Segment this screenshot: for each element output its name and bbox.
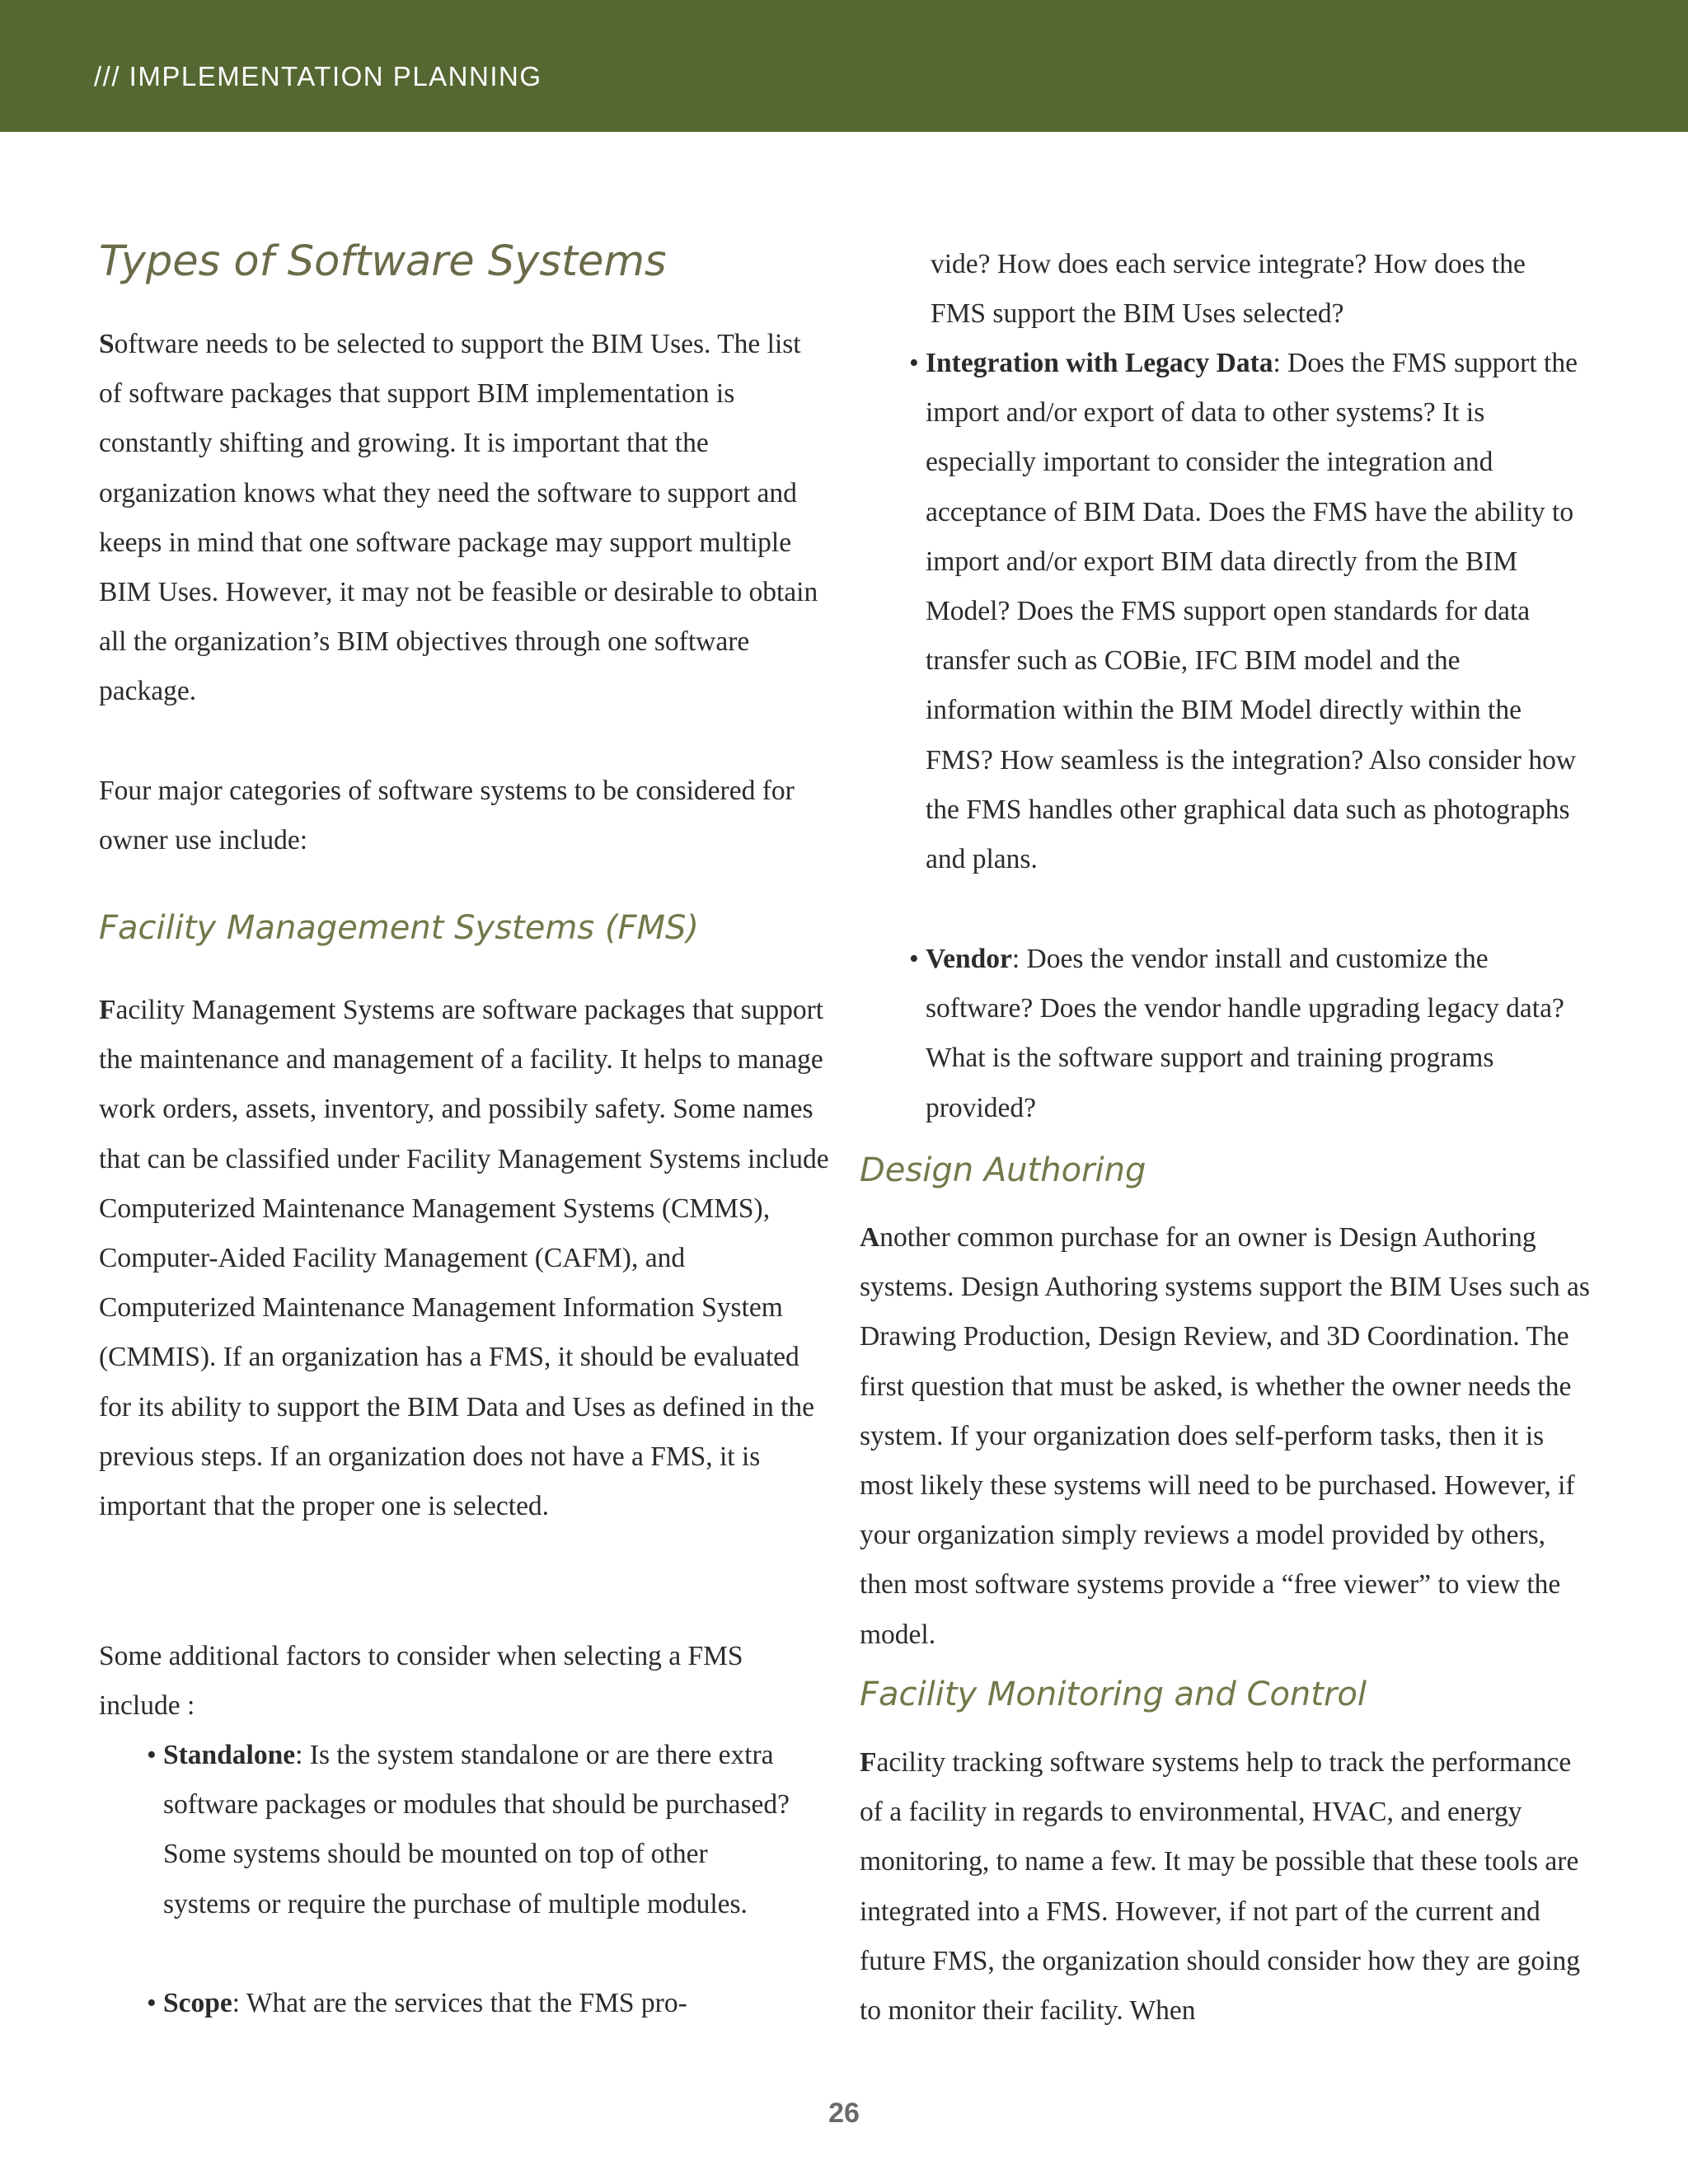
facility-monitoring-heading: Facility Monitoring and Control [860, 1675, 1367, 1713]
design-authoring-text: nother common purchase for an owner is Design Authoring systems. Design Authoring systems support the BIM Uses such as Drawing Production, Design Review, and 3D Coordination. The first question that must be asked, is whether the owner needs the system. If your organization does self-perform tasks, then it is most likely these systems will need to be purchased. However, if your organization simply reviews a model provided by others, then most software systems provide a “free viewer” to view the model. [860, 1222, 1590, 1650]
design-authoring-heading: Design Authoring [860, 1151, 1146, 1189]
dropcap: F [860, 1747, 877, 1778]
page-number: 26 [828, 2097, 860, 2129]
bullet-legacy-data [909, 339, 1585, 884]
bullet-standalone [147, 1731, 798, 1929]
intro-paragraph [99, 320, 824, 717]
scope-continued: vide? How does each service integrate? How does the FMS support the BIM Uses selected? [931, 249, 1526, 330]
bullet-dot: • [909, 348, 919, 378]
header-bar [0, 0, 1688, 132]
bullet-label: Integration with Legacy Data [926, 348, 1273, 378]
bullet-vendor [909, 935, 1585, 1133]
categories-intro: Four major categories of software systems to be considered for owner use include: [99, 776, 795, 856]
design-authoring-paragraph [860, 1213, 1593, 1660]
fms-heading: Facility Management Systems (FMS) [99, 909, 699, 947]
bullet-dot: • [909, 944, 919, 974]
facility-monitoring-text: acility tracking software systems help to track the performance of a facility in regards to environmental, HVAC, and energy monitoring, to name a few. It may be possible that these tools are integrated into a FMS. However, if not part of the current and future FMS, the organization should consider how they are going to monitor their facility. When [860, 1747, 1580, 2027]
bullet-label: Vendor [926, 944, 1012, 974]
dropcap: A [860, 1222, 880, 1253]
bullet-text: : What are the services that the FMS pro- [232, 1988, 687, 2018]
bullet-label: Standalone [163, 1740, 296, 1770]
bullet-scope [147, 1979, 814, 2028]
factors-intro: Some additional factors to consider when selecting a FMS include : [99, 1641, 743, 1722]
bullet-text: : Does the vendor install and customize the software? Does the vendor handle upgrading legacy data? What is the software support and training programs provided? [926, 944, 1564, 1123]
page-title: Types of Software Systems [99, 237, 667, 286]
bullet-label: Scope [163, 1988, 232, 2018]
fms-text: acility Management Systems are software packages that support the maintenance and management of a facility. It helps to manage work orders, assets, inventory, and possibily safety. Some names that can be classified under Facility Management Systems include Computerized Maintenance Management Systems (CMMS), Computer-Aided Facility Management (CAFM), and Computerized Maintenance Management Information System (CMMIS). If an organization has a FMS, it should be evaluated for its ability to support the BIM Data and Uses as defined in the previous steps. If an organization does not have a FMS, it is important that the proper one is selected. [99, 995, 829, 1522]
bullet-text: : Is the system standalone or are there extra software packages or modules that should be purchased? Some systems should be mounted on top of other systems or require the purchase of multiple modules. [163, 1740, 790, 1919]
facility-monitoring-paragraph [860, 1738, 1593, 2036]
section-header-title: /// IMPLEMENTATION PLANNING [94, 61, 542, 91]
bullet-dot: • [147, 1988, 157, 2018]
bullet-text: : Does the FMS support the import and/or export of data to other systems? It is especially important to consider the integration and acceptance of BIM Data. Does the FMS have the ability to import and/or export BIM data directly from the BIM Model? Does the FMS support open standards for data transfer such as COBie, IFC BIM model and the information within the BIM Model directly within the FMS? How seamless is the integration? Also consider how the FMS handles other graphical data such as photographs and plans. [926, 348, 1578, 875]
dropcap: F [99, 995, 116, 1025]
intro-text: oftware needs to be selected to support the BIM Uses. The list of software packages that support BIM implementation is constantly shifting and growing. It is important that the organization knows what they need the software to support and keeps in mind that one software package may support multiple BIM Uses. However, it may not be feasible or desirable to obtain all the organization’s BIM objectives through one software package. [99, 329, 818, 707]
dropcap: S [99, 329, 115, 359]
fms-paragraph [99, 986, 832, 1531]
bullet-dot: • [147, 1740, 157, 1770]
